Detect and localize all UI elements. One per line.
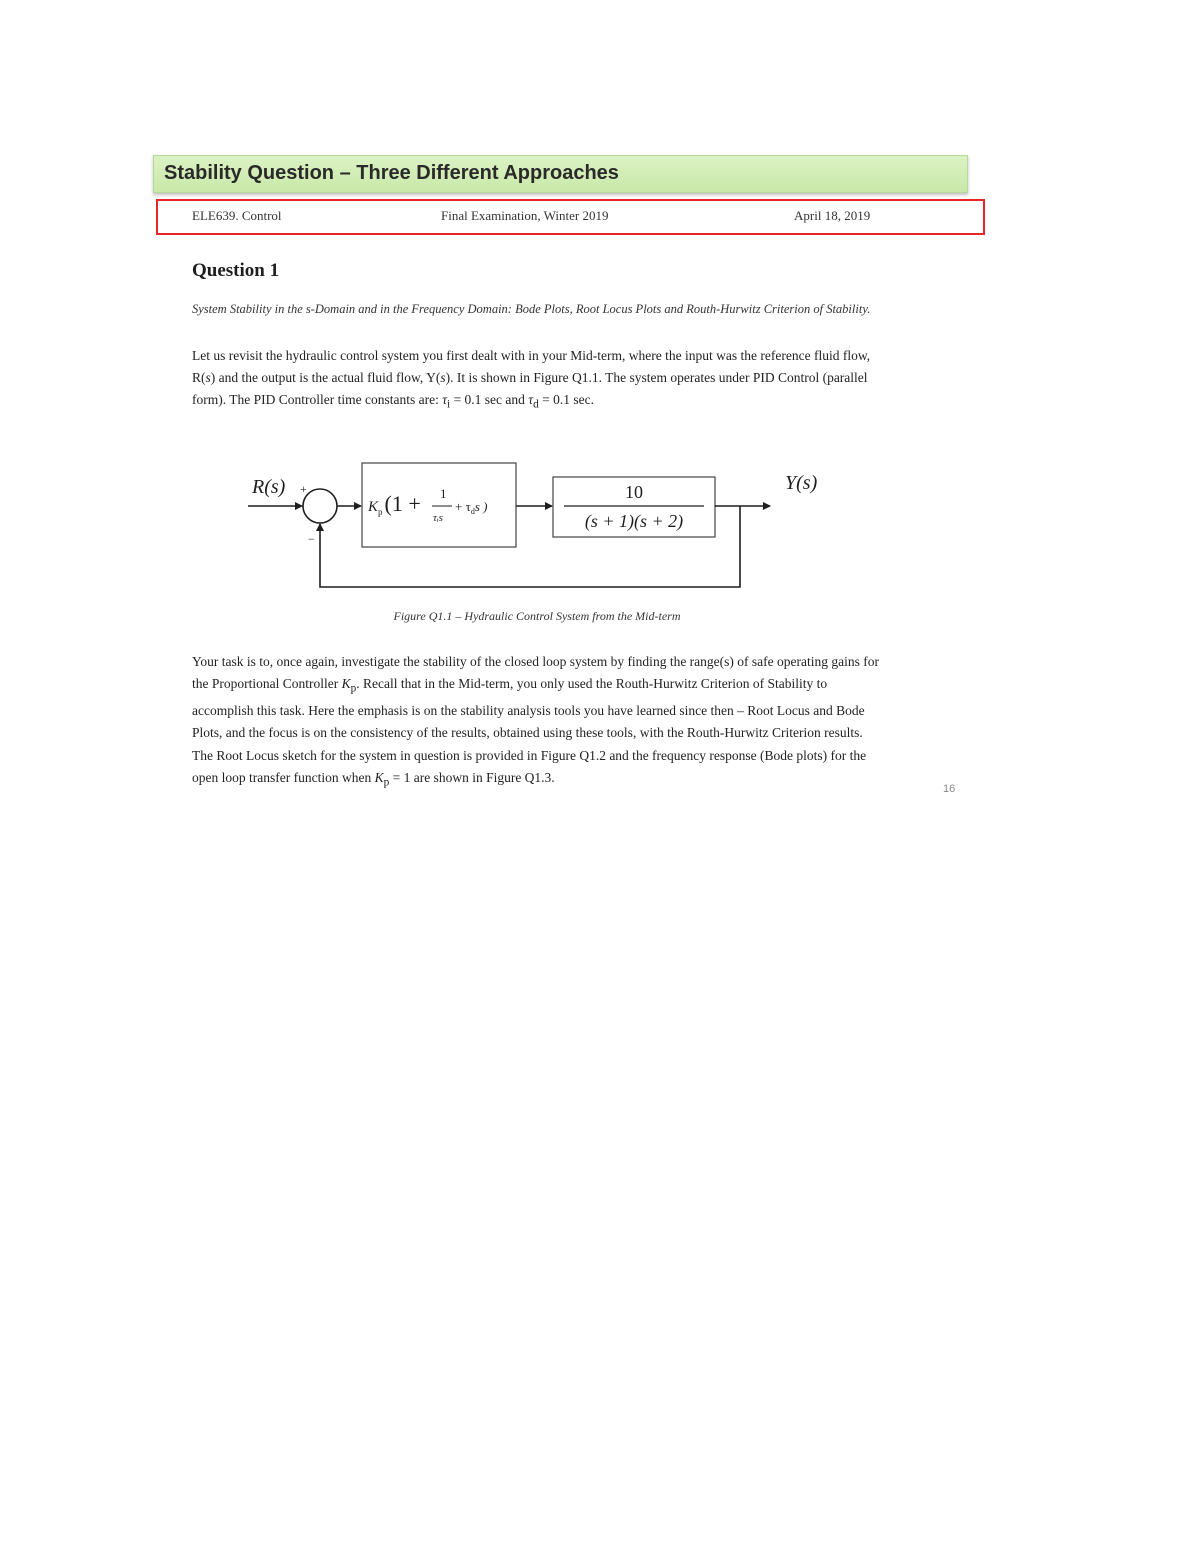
plant-numerator: 10 bbox=[625, 482, 643, 502]
section-title: Stability Question – Three Different Approaches bbox=[164, 162, 619, 184]
output-label: Y(s) bbox=[785, 472, 818, 494]
header-date: April 18, 2019 bbox=[794, 208, 871, 223]
section-banner bbox=[153, 155, 968, 193]
controller-expression: $K_p(1$ + bbox=[368, 491, 421, 517]
question-title: Question 1 bbox=[192, 260, 280, 281]
header-course: ELE639. Control bbox=[192, 208, 282, 223]
question-subtitle: System Stability in the s-Domain and in the Frequency Domain: Bode Plots, Root Locus Plots and Routh-Hurwitz Criterion of Stability. bbox=[192, 302, 871, 316]
exam-header bbox=[156, 199, 985, 235]
controller-derivative-term: + $\tau_ds$ ) bbox=[455, 499, 488, 516]
controller-fraction-denominator: τᵢs bbox=[433, 512, 443, 524]
figure-caption: Figure Q1.1 – Hydraulic Control System from the Mid-term bbox=[393, 609, 681, 623]
controller-fraction-numerator: 1 bbox=[440, 486, 447, 501]
header-exam: Final Examination, Winter 2019 bbox=[441, 208, 609, 223]
block-diagram bbox=[230, 455, 840, 595]
summing-junction bbox=[303, 489, 337, 523]
plant-denominator: (s + 1)(s + 2) bbox=[584, 511, 684, 531]
question-paragraph-2: Your task is to, once again, investigate the stability of the closed loop system by finding the range(s) of safe operating gains for the Proportional Controller $K_p$. Recall that in the Mid-term, you only used the Routh-Hurwitz Criterion of Stability to accomplish this task. Here the emphasis is on the stability analysis tools you have learned since then – Root Locus and Bode Plots, and the focus is on the consistency of the results, obtained using these tools, with the Routh-Hurwitz Criterion results. The Root Locus sketch for the system in question is provided in Figure Q1.2 and the frequency response (Bode plots) for the open loop transfer function when $K_p = 1$ are shown in Figure Q1.3. bbox=[192, 654, 879, 789]
summing-minus-sign: − bbox=[308, 532, 315, 546]
summing-plus-sign: + bbox=[300, 482, 307, 496]
question-paragraph-1: Let us revisit the hydraulic control system you first dealt with in your Mid-term, where the input was the reference fluid flow, R(s) and the output is the actual fluid flow, Y(s). It is shown in Figure Q1.1. The system operates under PID Control (parallel form). The PID Controller time constants are: $\tau_i = 0.1$ sec and $\tau_d = 0.1$ sec. bbox=[192, 348, 871, 412]
page-number: 16 bbox=[943, 783, 956, 795]
input-label: R(s) bbox=[252, 476, 286, 498]
